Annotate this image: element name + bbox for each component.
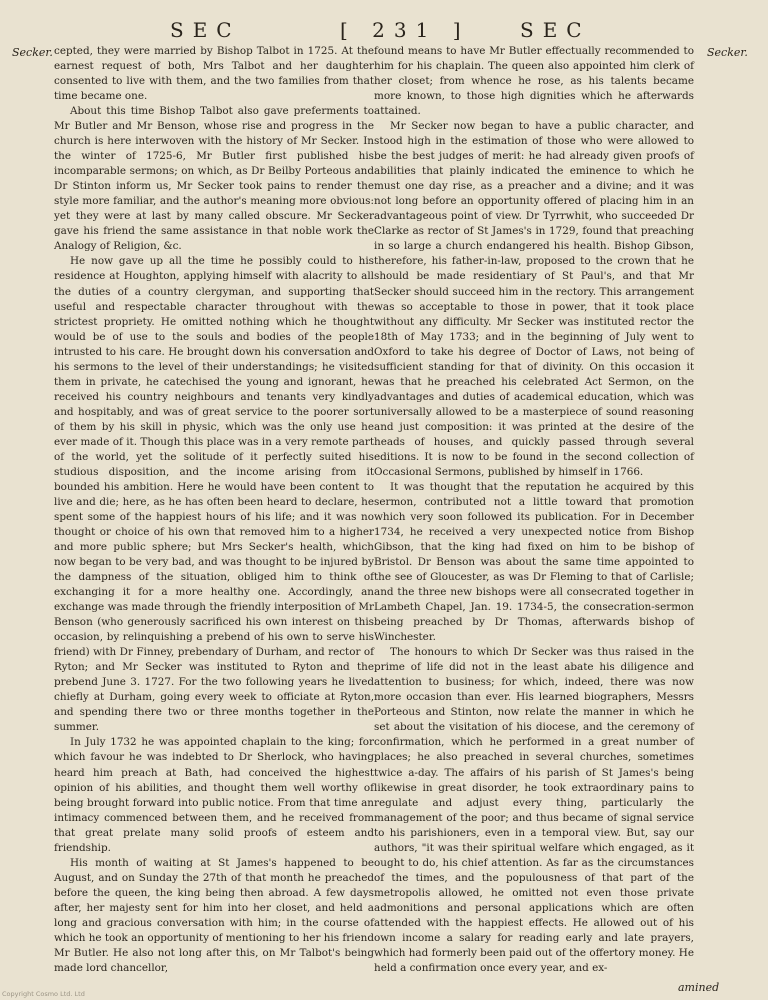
running-head-left: SEC	[170, 18, 241, 42]
paragraph: It was thought that the reputation he acquired by this sermon, contributed not a little toward that promotion which very soon followed its publication. For in December 1734, he received a very unexpected notice from Bishop Gibson, that the king had fixed on him to be bishop of Bristol. Dr Benson was about the same time appointed to the see of Gloucester, as was Dr Fleming to that of Carlisle; and the three new bishops were all consecrated together in Lambeth Chapel, Jan. 19. 1734-5, the consecration-sermon being preached by Dr Thomas, afterwards bishop of Winchester.	[374, 480, 694, 644]
paragraph: He now gave up all the time he possibly could to his residence at Houghton, applying himself with alacrity to all the duties of a country clergyman, and supporting that useful and respectable character throughout with the strictest propriety. He omitted nothing which he thought would be of use to the souls and bodies of the people intrusted to his care. He brought down his conversation and his sermons to the level of their understandings; he visited them in private, he catechised the young and ignorant, he received his country neighbours and tenants very kindly and hospitably, and was of great service to the poorer sort of them by his skill in physic, which was the only use he ever made of it. Though this place was in a very remote part of the world, yet the solitude of it perfectly suited his studious disposition, and the income arising from it bounded his ambition. Here he would have been content to live and die; here, as he has often been heard to declare, he spent some of the happiest hours of his life; and it was no thought or choice of his own that removed him to a higher and more public sphere; but Mrs Secker's health, which now began to be very bad, and was thought to be injured by the dampness of the situation, obliged him to think of exchanging it for a more healthy one. Accordingly, an exchange was made through the friendly interposition of Mr Benson (who generously sacrificed his own interest on this occasion, by relinquishing a prebend of his own to serve his friend) with Dr Finney, prebendary of Durham, and rector of Ryton; and Mr Secker was instituted to Ryton and the prebend June 3. 1727. For the two following years he lived chiefly at Durham, going every week to officiate at Ryton, and spending there two or three months together in the summer.	[54, 255, 374, 734]
paragraph: In July 1732 he was appointed chaplain to the king; for which favour he was indebted to Dr Sherlock, who having heard him preach at Bath, had conceived the highest opinion of his abilities, and thought them well worthy of being brought forward into public notice. From that time an intimacy commenced between them, and he received from that great prelate many solid proofs of esteem and friendship.	[54, 736, 374, 854]
margin-note-right: Secker.	[707, 46, 748, 59]
paragraph: His month of waiting at St James's happened to be August, and on Sunday the 27th of that month he preached before the queen, the king being then abroad. A few days after, her majesty sent for him into her closet, and held a long and gracious conversation with him; in the course of which he took an opportunity of mentioning to her his friend Mr Butler. He also not long after this, on Mr Talbot's being made lord chancellor,	[54, 856, 374, 974]
running-head-right: SEC	[520, 18, 591, 42]
paragraph: cepted, they were married by Bishop Talbot in 1725. At the earnest request of both, Mrs Talbot and her daughter consented to live with them, and the two families from that time became one.	[54, 45, 374, 103]
paragraph: About this time Bishop Talbot also gave preferments to Mr Butler and Mr Benson, whose rise and progress in the church is here interwoven with the history of Mr Secker. In the winter of 1725-6, Mr Butler first published his incomparable sermons; on which, as Dr Beilby Porteous and Dr Stinton inform us, Mr Secker took pains to render the style more familiar, and the author's meaning more obvious: yet they were at last by many called obscure. Mr Secker gave his friend the same assistance in that noble work the Analogy of Religion, &c.	[54, 105, 374, 253]
margin-note-left: Secker.	[12, 46, 53, 59]
left-text-column	[54, 44, 374, 976]
paragraph: The honours to which Dr Secker was thus raised in the prime of life did not in the least abate his diligence and attention to business; for which, indeed, there was now more occasion than ever. His learned biographers, Messrs Porteous and Stinton, now relate the manner in which he set about the visitation of his diocese, and the ceremony of confirmation, which he performed in a great number of places; he also preached in several churches, sometimes twice a-day. The affairs of his parish of St James's being likewise in great disorder, he took extraordinary pains to regulate and adjust every thing, particularly the management of the poor; and thus became of signal service to his parishioners, even in a temporal view. But, say our authors, "it was their spiritual welfare which engaged, as it ought to do, his chief attention. As far as the circumstances of the times, and the populousness of that part of the metropolis allowed, he omitted not even those private admonitions and personal applications which are often attended with the happiest effects. He allowed out of his own income a salary for reading early and late prayers, which had formerly been paid out of the offertory money. He held a confirmation once every year, and ex-	[374, 646, 694, 974]
paragraph: found means to have Mr Butler effectually recommended to him for his chaplain. The queen also appointed him clerk of her closet; from whence he rose, as his talents became more known, to those high dignities which he afterwards attained.	[374, 45, 694, 118]
copyright-credit: Copyright Cosmo Ltd. Ltd	[2, 990, 85, 998]
catchword: amined	[678, 981, 720, 994]
page-number: [ 231 ]	[340, 18, 470, 42]
right-text-column	[374, 44, 694, 976]
paragraph: Mr Secker now began to have a public character, and stood high in the estimation of those who were allowed to be the best judges of merit: he had already given proofs of abilities that plainly indicated the eminence to which he must one day rise, as a preacher and a divine; and it was not long before an opportunity offered of placing him in an advantageous point of view. Dr Tyrrwhit, who succeeded Dr Clarke as rector of St James's in 1729, found that preaching in so large a church endangered his health. Bishop Gibson, therefore, his father-in-law, proposed to the crown that he should be made residentiary of St Paul's, and that Mr Secker should succeed him in the rectory. This arrangement was so acceptable to those in power, that it took place without any difficulty. Mr Secker was instituted rector the 18th of May 1733; and in the beginning of July went to Oxford to take his degree of Doctor of Laws, not being of sufficient standing for that of divinity. On this occasion it was that he preached his celebrated Act Sermon, on the advantages and duties of academical education, which was universally allowed to be a masterpiece of sound reasoning and just composition: it was printed at the desire of the heads of houses, and quickly passed through several editions. It is now to be found in the second collection of Occasional Sermons, published by himself in 1766.	[374, 120, 694, 478]
